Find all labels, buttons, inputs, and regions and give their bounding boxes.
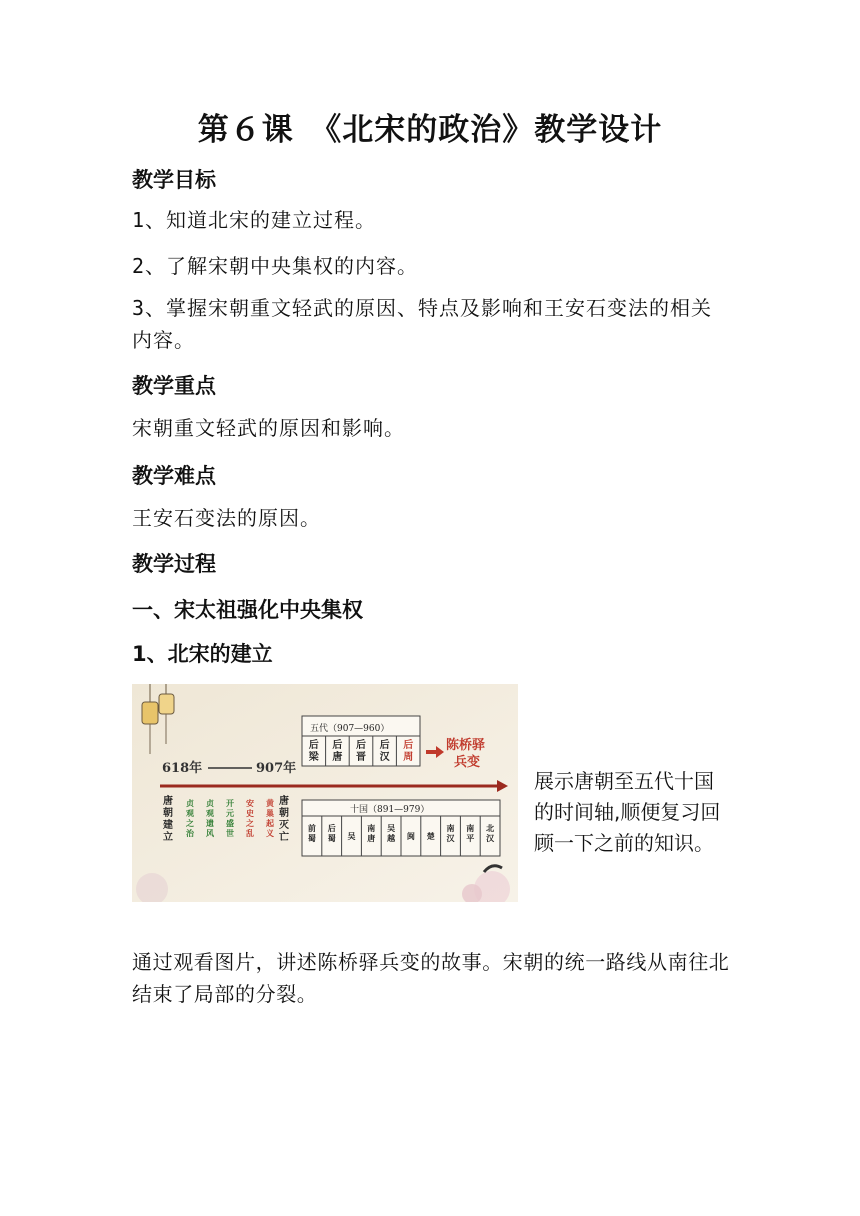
goal-item: 1、知道北宋的建立过程。 (132, 208, 377, 232)
shiguo-cell: 南汉 (446, 823, 455, 843)
shiguo-cell: 后蜀 (327, 823, 336, 843)
figure-caption: 展示唐朝至五代十国的时间轴,顺便复习回顾一下之前的知识。 (534, 769, 721, 855)
tang-event-label: 开元盛世 (226, 798, 234, 838)
difficult-heading: 教学难点 (132, 464, 216, 488)
tang-event-label: 贞观之治 (186, 798, 194, 838)
wudai-cell: 后梁 (308, 740, 319, 763)
difficult-text: 王安石变法的原因。 (132, 506, 321, 530)
shiguo-cell: 吴越 (387, 823, 396, 843)
tang-event-label: 黄巢起义 (266, 798, 274, 838)
part1-heading: 一、宋太祖强化中央集权 (132, 598, 363, 622)
shiguo-cell: 北汉 (486, 823, 495, 843)
shiguo-cell: 闽 (406, 831, 415, 841)
wudai-cell: 后周 (403, 740, 414, 763)
shiguo-cell: 南平 (466, 823, 475, 843)
shiguo-cell: 楚 (426, 831, 435, 841)
sub1-heading: 1、北宋的建立 (132, 642, 273, 666)
key-text: 宋朝重文轻武的原因和影响。 (132, 416, 405, 440)
goal-item: 2、了解宋朝中央集权的内容。 (132, 254, 419, 278)
start-year: 618年 (162, 761, 203, 776)
timeline-graphic (132, 684, 518, 902)
wudai-cell: 后唐 (332, 740, 343, 763)
page-title: 第６课 《北宋的政治》教学设计 (197, 112, 663, 148)
tang-event-label: 安史之乱 (246, 798, 254, 838)
wudai-cell: 后晋 (356, 740, 366, 763)
shiguo-title: 十国（891—979） (350, 805, 430, 815)
goal-item: 3、掌握宋朝重文轻武的原因、特点及影响和王安石变法的相关内容。 (132, 296, 713, 352)
shiguo-cell: 前蜀 (307, 823, 316, 843)
wudai-title: 五代（907—960） (310, 724, 390, 734)
process-heading: 教学过程 (132, 552, 216, 576)
tang-event-label: 贞观遗风 (206, 798, 214, 838)
end-year: 907年 (256, 761, 297, 776)
tang-end-label: 唐朝灭亡 (279, 796, 289, 843)
timeline-figure (132, 684, 518, 902)
event-label: 陈桥驿兵变 (446, 738, 486, 770)
shiguo-cell: 南唐 (367, 823, 376, 843)
wudai-cell: 后汉 (379, 740, 390, 763)
goals-heading: 教学目标 (132, 168, 216, 192)
tang-start-label: 唐朝建立 (163, 796, 173, 843)
closing-text: 通过观看图片，讲述陈桥驿兵变的故事。宋朝的统一路线从南往北结束了局部的分裂。 (132, 950, 730, 1006)
key-heading: 教学重点 (132, 374, 216, 398)
shiguo-cell: 吴 (347, 831, 356, 841)
